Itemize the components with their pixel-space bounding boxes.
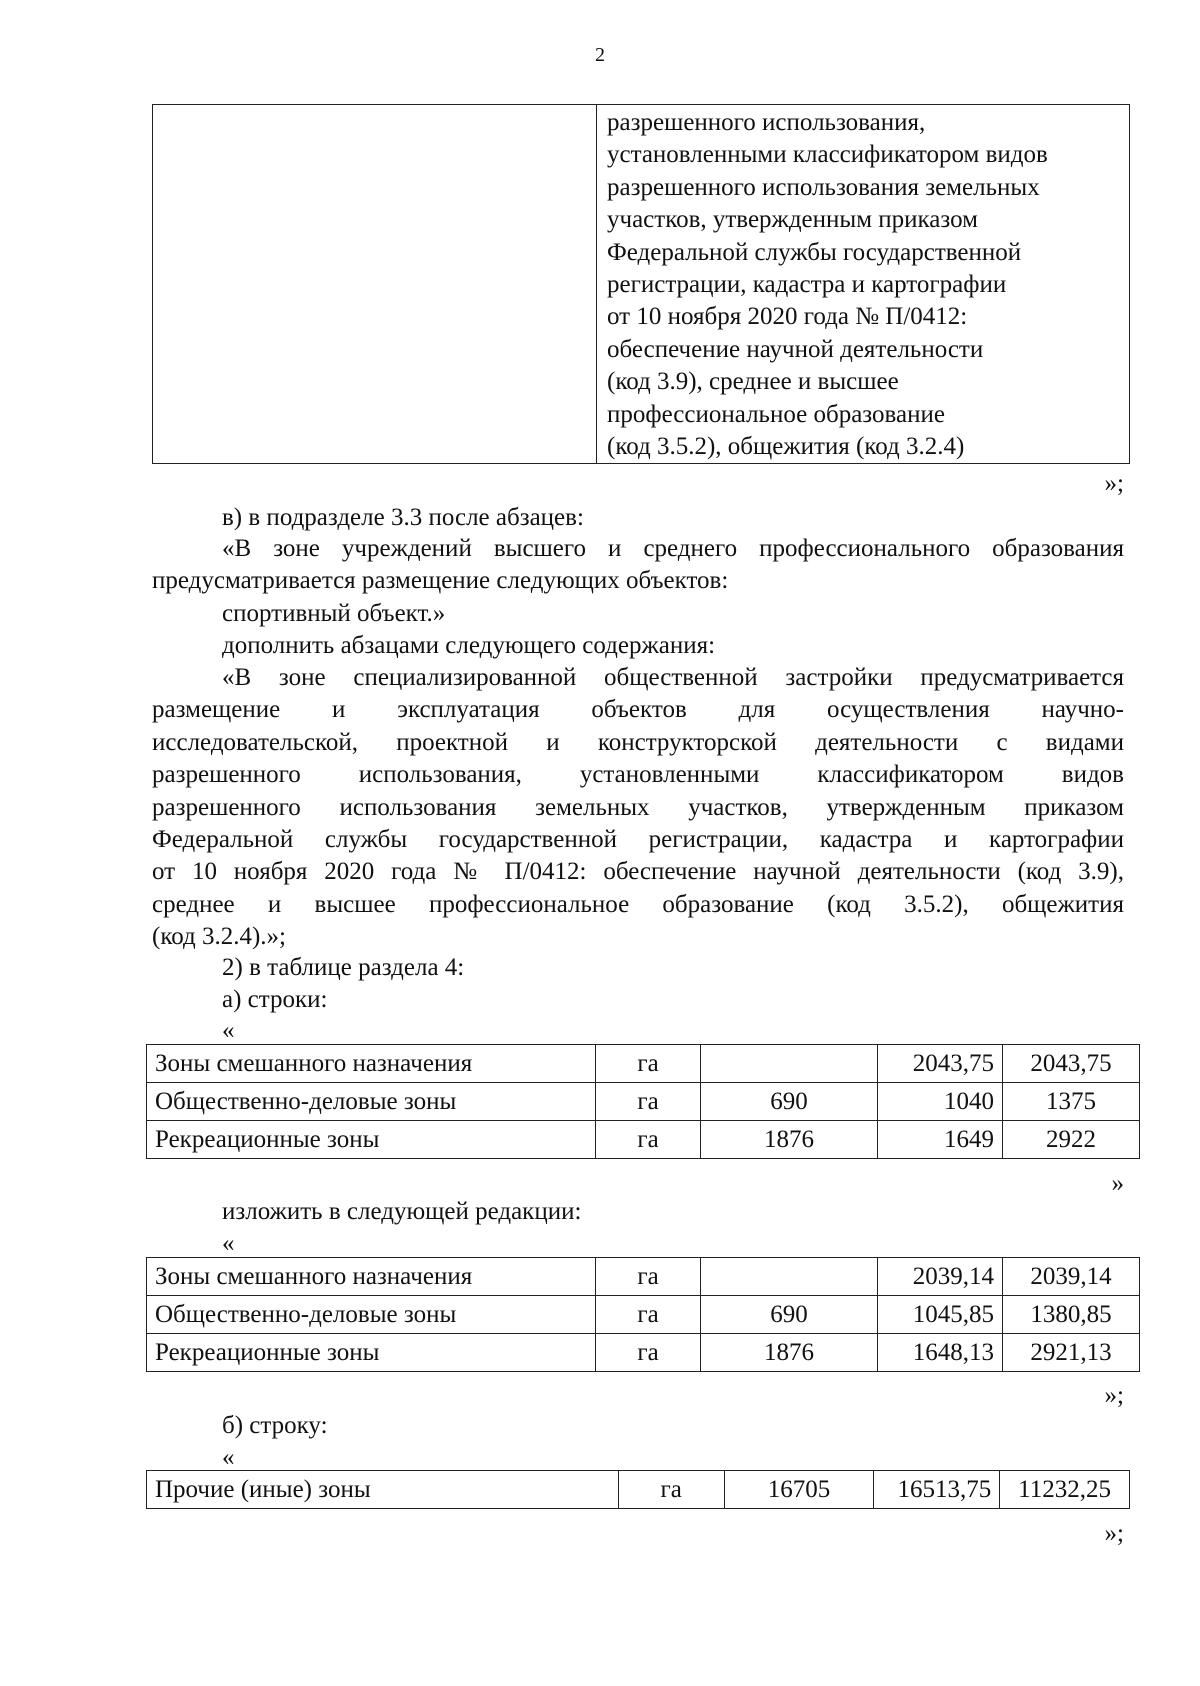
value-cell: 1375 [1003,1083,1140,1121]
zone-name-cell: Общественно-деловые зоны [147,1083,596,1121]
paragraph-line: разрешенного использования, установленными классификатором видов [152,761,1124,789]
value-cell: 2039,14 [1003,1258,1140,1296]
value-cell [701,1258,878,1296]
new-rows-table [146,1257,1140,1372]
value-cell: 16513,75 [874,1471,1000,1509]
paragraph-line: разрешенного использования земельных участков, утвержденным приказом [152,793,1124,821]
paragraph-line: предусматривается размещение следующих объектов: [152,567,729,595]
zone-name-cell: Прочие (иные) зоны [147,1471,619,1509]
value-cell: 2922 [1003,1121,1140,1159]
zone-name-cell: Общественно-деловые зоны [147,1296,596,1334]
closing-quote: »; [1104,1520,1124,1547]
quoted-paragraph [152,533,1124,598]
cell-line: (код 3.9), среднее и высшее [607,368,899,396]
value-cell: 1876 [701,1121,878,1159]
supplement-line: дополнить абзацами следующего содержания: [222,632,716,659]
value-cell: 2921,13 [1003,1334,1140,1372]
sport-object-line: спортивный объект.» [222,600,446,627]
continuation-table [152,104,1130,464]
unit-cell: га [596,1121,701,1159]
value-cell: 1380,85 [1003,1296,1140,1334]
zone-name-cell: Рекреационные зоны [147,1121,596,1159]
value-cell: 690 [701,1296,878,1334]
cell-line: (код 3.5.2), общежития (код 3.2.4) [607,433,965,461]
item-2-intro: 2) в таблице раздела 4: [222,954,465,981]
unit-cell: га [596,1258,701,1296]
table-row [147,1296,1140,1334]
value-cell: 2043,75 [1003,1045,1140,1083]
paragraph-line: «В зоне специализированной общественной застройки предусматривается [222,664,1124,691]
paragraph-line: (код 3.2.4).»; [152,923,286,951]
table-row [147,1471,1130,1509]
row-b-label: б) строку: [222,1412,328,1439]
open-quote: « [222,1017,235,1044]
other-zones-table [146,1470,1130,1509]
closing-quote: »; [1104,1382,1124,1409]
value-cell: 2039,14 [878,1258,1003,1296]
paragraph-line: исследовательской, проектной и конструкторской деятельности с видами [152,728,1124,756]
closing-quote: »; [1104,470,1124,497]
table-row [147,1045,1140,1083]
table-row [147,1121,1140,1159]
zone-name-cell: Зоны смешанного назначения [147,1258,596,1296]
cell-line: установленными классификатором видов [607,141,1048,169]
cell-line: участков, утвержденным приказом [607,206,978,234]
table-row [147,1334,1140,1372]
cell-line: регистрации, кадастра и картографии [607,271,1007,299]
paragraph-line: от 10 ноября 2020 года № П/0412: обеспечение научной деятельности (код 3.9), [152,858,1124,886]
value-cell: 2043,75 [878,1045,1003,1083]
unit-cell: га [596,1083,701,1121]
value-cell: 11232,25 [1000,1471,1130,1509]
cell-line: разрешенного использования, [607,109,926,136]
closing-quote: » [1111,1170,1124,1197]
cell-line: обеспечение научной деятельности [607,335,984,363]
unit-cell: га [596,1334,701,1372]
zone-name-cell: Рекреационные зоны [147,1334,596,1372]
paragraph-line: размещение и эксплуатация объектов для осуществления научно- [152,696,1124,724]
unit-cell: га [596,1296,701,1334]
rows-label: а) строки: [222,986,328,1013]
paragraph-line: Федеральной службы государственной регистрации, кадастра и картографии [152,826,1124,854]
page-number: 2 [595,44,605,66]
value-cell [701,1045,878,1083]
section-v-intro: в) в подразделе 3.3 после абзацев: [222,504,584,531]
open-quote: « [222,1230,235,1257]
open-quote: « [222,1444,235,1471]
new-paragraph [152,662,1124,954]
value-cell: 1045,85 [878,1296,1003,1334]
cell-line: профессиональное образование [607,400,945,428]
table-row [147,1258,1140,1296]
cell-line: от 10 ноября 2020 года № П/0412: [607,303,968,331]
zone-name-cell: Зоны смешанного назначения [147,1045,596,1083]
value-cell: 1876 [701,1334,878,1372]
unit-cell: га [596,1045,701,1083]
value-cell: 1040 [878,1083,1003,1121]
cell-line: разрешенного использования земельных [607,173,1040,201]
paragraph-line: «В зоне учреждений высшего и среднего профессионального образования [222,535,1124,562]
paragraph-line: среднее и высшее профессиональное образование (код 3.5.2), общежития [152,890,1124,918]
value-cell: 690 [701,1083,878,1121]
value-cell: 1648,13 [878,1334,1003,1372]
permitted-use-cell [597,105,1130,464]
restate-line: изложить в следующей редакции: [222,1198,582,1225]
value-cell: 1649 [878,1121,1003,1159]
value-cell: 16705 [724,1471,874,1509]
table-row [147,1083,1140,1121]
old-rows-table [146,1044,1140,1159]
unit-cell: га [618,1471,724,1509]
cell-line: Федеральной службы государственной [607,238,1022,266]
empty-left-cell [153,105,597,464]
